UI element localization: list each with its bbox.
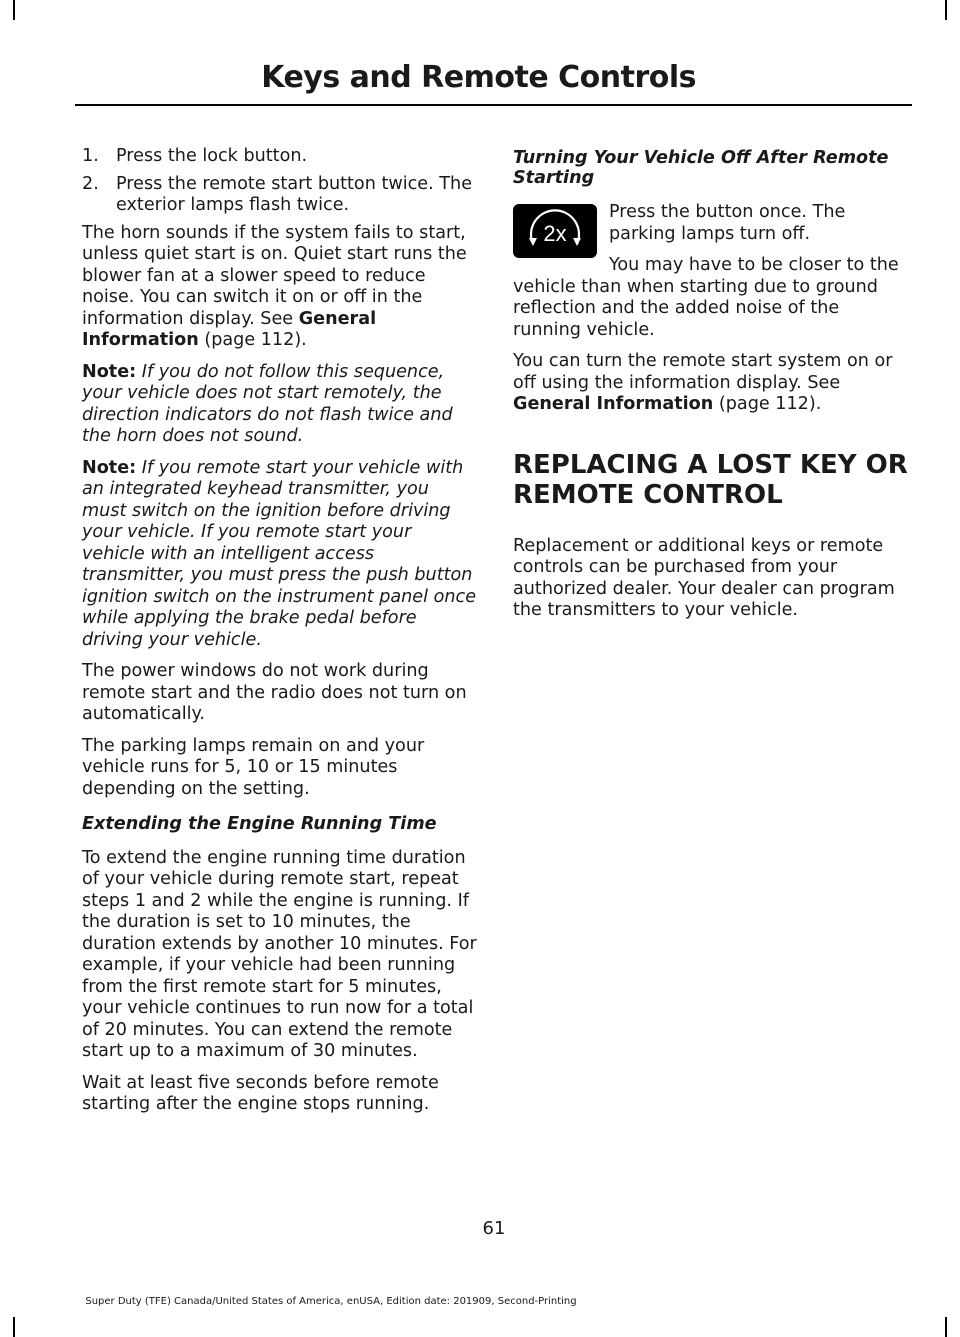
icon-label: 2x [543,221,567,246]
remote-start-2x-icon [513,204,597,258]
page-title: Keys and Remote Controls [261,60,696,95]
note-ignition [82,458,477,652]
horn-text: The horn sounds if the system fails to start, unless quiet start is on. Quiet start runs the blower fan at a slower speed to reduce noise. You can switch it on or off in the information display. See [82,222,467,329]
note-text: If you remote start your vehicle with an integrated keyhead transmitter, you must switch on the ignition before driving your vehicle. If you remote start your vehicle with an intelligent access transmitter, you must press the push button ignition switch on the instrument panel once while applying the brake pedal before driving your vehicle. [82,457,477,650]
note-label: Note: [82,457,137,478]
general-information-link[interactable]: General Information [513,394,714,414]
power-windows-paragraph: The power windows do not work during remote start and the radio does not turn on automatically. [82,661,467,724]
step-number: 1. [82,146,99,166]
turn-system-paragraph [513,351,909,416]
left-column [82,146,477,1126]
crop-mark-top-right [945,0,947,20]
header-divider [75,104,912,106]
page-number: 61 [482,1218,506,1239]
page-reference: (page 112). [198,330,307,350]
note-label: Note: [82,361,137,382]
section-heading [513,450,909,510]
extend-paragraph: To extend the engine running time duration of your vehicle during remote start, repeat steps 1 and 2 while the engine is running. If the duration is set to 10 minutes, the duration extends by another 10 minutes. For example, if your vehicle had been running from the first remote start for 5 minutes, your vehicle continues to run now for a total of 20 minutes. You can extend the remote start up to a maximum of 30 minutes. [82,847,477,1061]
parking-lamps-paragraph: The parking lamps remain on and your vehicle runs for 5, 10 or 15 minutes depending on the setting. [82,735,425,799]
crop-mark-bottom-right [945,1317,947,1337]
note-text: If you do not follow this sequence, your vehicle does not start remotely, the direction indicators do not flash twice and the horn does not sound. [82,361,453,446]
turn-system-text: You can turn the remote start system on or off using the information display. See [513,351,893,393]
extending-running-time-heading: Extending the Engine Running Time [82,814,437,834]
list-item [82,146,477,168]
section-heading-line: REMOTE CONTROL [513,479,783,510]
right-column [513,146,909,632]
replacement-paragraph: Replacement or additional keys or remote controls can be purchased from your authorized dealer. Your dealer can program the transmitters to your vehicle. [513,535,895,620]
closer-paragraph: You may have to be closer to the vehicle than when starting due to ground reflection and the added noise of the running vehicle. [513,255,899,340]
turning-off-heading: Turning Your Vehicle Off After Remote Starting [513,148,889,188]
wait-paragraph: Wait at least five seconds before remote starting after the engine stops running. [82,1072,439,1114]
note-sequence [82,362,477,448]
footer-edition: Super Duty (TFE) Canada/United States of America, enUSA, Edition date: 201909, Second-Printing [85,1296,577,1307]
step-number: 2. [82,173,99,194]
page-reference: (page 112). [713,394,822,414]
steps-list [82,146,477,217]
step-text: Press the remote start button twice. The exterior lamps flash twice. [116,173,473,215]
step-text: Press the lock button. [116,146,308,166]
list-item [82,174,477,217]
section-heading-line: REPLACING A LOST KEY OR [513,449,908,480]
general-information-link[interactable]: General Information [82,308,377,350]
press-button-paragraph: Press the button once. The parking lamps turn off. [609,202,846,244]
horn-paragraph [82,223,477,352]
crop-mark-bottom-left [13,1317,15,1337]
crop-mark-top-left [13,0,15,20]
